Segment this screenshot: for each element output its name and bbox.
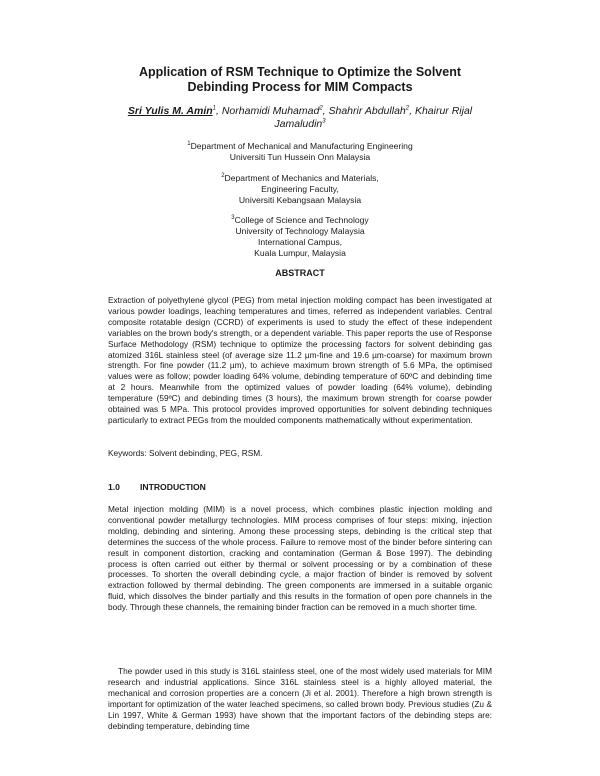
author-4-affil: 3 [322, 118, 326, 125]
author-2-affil: 2 [319, 105, 323, 112]
affiliation-3-line-3: International Campus, [257, 237, 343, 247]
affiliation-1 [150, 141, 450, 163]
author-4-last: Jamaludin [274, 118, 323, 130]
affiliation-3-line-1: College of Science and Technology [234, 215, 369, 225]
affiliation-2-line-3: Universiti Kebangsaan Malaysia [238, 195, 362, 205]
affiliation-1-sup: 1 [187, 141, 191, 148]
title-line-1: Application of RSM Technique to Optimize the Solvent [139, 65, 461, 79]
abstract-text: Extraction of polyethylene glycol (PEG) from metal injection molding compact has been investigated at various powder loadings, leaching temperatures and times, referred as independent variables. Central composite rotatable design (CCRD) of experiments is used to study the effect of these independent variables on the brown body's strength, or a dependent variable. This paper reports the use of Response Surface Methodology (RSM) technique to optimize the processing factors for solvent debinding gas atomized 316L stainless steel (of average size 11.2 µm-fine and 19.6 µm-coarse) for maximum brown strength. For fine powder (11.2 µm), to achieve maximum brown strength of 5.6 MPa, the optimised values were as follow; powder loading 64% volume, debinding temperature of 60ºC and debinding time at 2 hours. Meanwhile from the optimized values of powder loading (64% volume), debinding temperature (59ºC) and debinding times (3 hours), the maximum brown strength for coarse powder obtained was 5 MPa. This protocol provides improved opportunities for solvent debinding techniques particularly to extract PEGs from the moulded components mathematically without experimentation. [108, 295, 492, 425]
title-line-2: Debinding Process for MIM Compacts [187, 80, 413, 94]
author-1: Sri Yulis M. Amin [127, 105, 213, 117]
paper-title [90, 65, 510, 95]
affiliation-2-line-1: Department of Mechanics and Materials, [224, 173, 379, 183]
author-1-affil: 1 [212, 105, 216, 112]
keywords: Keywords: Solvent debinding, PEG, RSM. [108, 448, 263, 458]
affiliation-1-line-1: Department of Mechanical and Manufacturing Engineering [190, 141, 413, 151]
affiliation-3-sup: 3 [231, 215, 235, 222]
author-list: Sri Yulis M. Amin$^1$, Norhamidi Muhamad$^2$, Shahrir Abdullah$^2$, Khairur Rijal Jamaludin$^3$ [127, 105, 473, 130]
section-heading [108, 482, 206, 492]
section-number: 1.0 [108, 482, 120, 492]
affiliation-1-line-2: Universiti Tun Hussein Onn Malaysia [229, 152, 371, 162]
affiliation-2 [150, 173, 450, 206]
author-3: Shahrir Abdullah [328, 105, 406, 117]
section-title: INTRODUCTION [140, 482, 206, 492]
affiliation-2-sup: 2 [221, 173, 225, 180]
affiliation-3-line-2: University of Technology Malaysia [235, 226, 365, 236]
intro-paragraph-2: The powder used in this study is 316L stainless steel, one of the most widely used materials for MIM research and industrial applications. Since 316L stainless steel is a highly alloyed material, the mechanical and corrosion properties are a concern (Ji et al. 2001). Therefore a high brown strength is important for optimization of the water leached specimens, so called brown body. Previous studies (Zu & Lin 1997, White & German 1993) have shown that the important factors of the debinding steps are: debinding temperature, debinding time [108, 666, 492, 731]
author-2: Norhamidi Muhamad [221, 105, 320, 117]
affiliation-3-line-4: Kuala Lumpur, Malaysia [254, 248, 346, 258]
author-4-first: Khairur Rijal [414, 105, 473, 117]
affiliation-2-line-2: Engineering Faculty, [261, 184, 339, 194]
affiliation-3 [150, 215, 450, 259]
abstract-heading: ABSTRACT [275, 268, 325, 278]
intro-paragraph-1: Metal injection molding (MIM) is a novel process, which combines plastic injection molding and conventional powder metallurgy technologies. MIM process comprises of four steps: mixing, injection molding, debinding and sintering. Among these processing steps, debinding is the critical step that determines the success of the whole process. Failure to remove most of the binder before sintering can result in component distortion, cracking and contamination (German & Bose 1997). The debinding process is often carried out either by thermal or solvent processing or by a combination of these processes. To shorten the overall debinding cycle, a major fraction of binder is removed by solvent extraction followed by thermal debinding. The green components are immersed in a suitable organic fluid, which dissolves the binder partially and this results in the formation of open pore channels in the body. Through these channels, the remaining binder fraction can be removed in a much shorter time. [108, 504, 492, 613]
author-3-affil: 2 [405, 105, 410, 112]
